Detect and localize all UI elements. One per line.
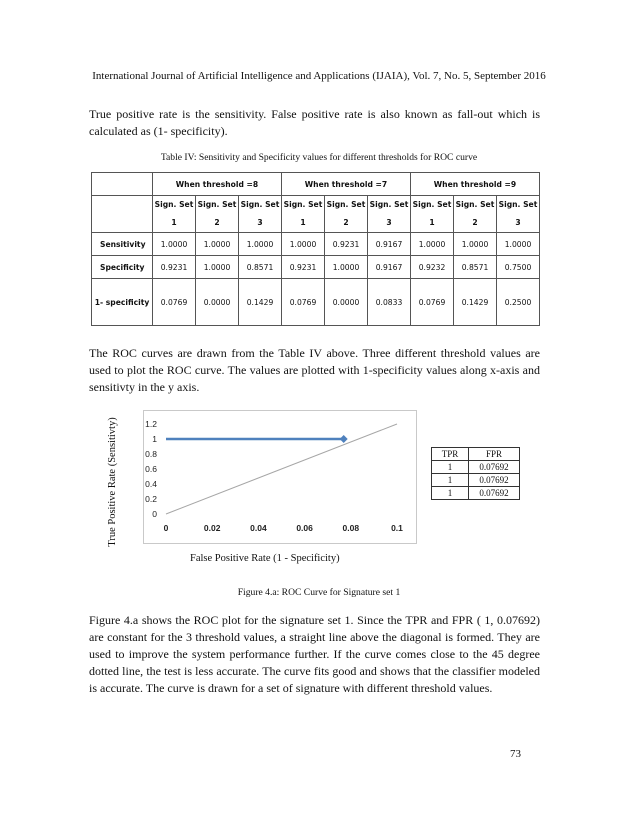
roc-chart: [143, 410, 417, 544]
table-cell: 0.9232: [411, 256, 454, 279]
x-tick-label: 0.02: [203, 523, 221, 533]
paragraph-roc-intro: The ROC curves are drawn from the Table IV above. Three different threshold values are used to plot the ROC curve. The values are plotted with 1-specificity values along x-axis and sensitivty in the y axis.: [89, 346, 540, 394]
table-corner: [92, 173, 153, 196]
y-tick-label: 0.6: [145, 464, 157, 474]
page-number: 73: [510, 748, 521, 760]
set-header: Sign. Set 1: [282, 196, 325, 233]
table-row: [432, 474, 520, 487]
table-row: [432, 461, 520, 474]
x-tick-label: 0.1: [391, 523, 403, 533]
table-cell: 1: [432, 461, 469, 474]
row-label: 1- specificity: [92, 279, 153, 326]
set-header: Sign. Set 1: [411, 196, 454, 233]
table-cell: 0.9231: [153, 256, 196, 279]
threshold-header: When threshold =9: [411, 173, 540, 196]
table-cell: 0.9231: [325, 233, 368, 256]
table-cell: 0.9231: [282, 256, 325, 279]
threshold-header: When threshold =7: [282, 173, 411, 196]
row-label: Specificity: [92, 256, 153, 279]
x-tick-label: 0.04: [250, 523, 267, 533]
journal-header: International Journal of Artificial Intelligence and Applications (IJAIA), Vol. 7, No. 5, September 2016: [92, 70, 546, 82]
paragraph-intro: True positive rate is the sensitivity. False positive rate is also known as fall-out which is calculated as (1- specificity).: [89, 107, 540, 138]
table-cell: 0.07692: [469, 487, 520, 500]
y-tick-label: 1.2: [145, 419, 157, 429]
table-cell: 0.07692: [469, 461, 520, 474]
table-cell: 0.7500: [497, 256, 540, 279]
set-header: Sign. Set 2: [454, 196, 497, 233]
x-tick-label: 0: [163, 523, 169, 533]
x-tick-label: 0.08: [342, 523, 360, 533]
svg-text:True Positive Rate (Sensitivty: True Positive Rate (Sensitivty): [107, 417, 118, 547]
paragraph-discussion: Figure 4.a shows the ROC plot for the signature set 1. Since the TPR and FPR ( 1, 0.07692) are constant for the 3 threshold values, a straight line above the diagonal is formed. They are used to improve the system performance further. If the curve comes close to the 45 degree dotted line, the test is less accurate. The curve fits good and shows that the classifier modeled is accurate. The curve is drawn for a set of signature with different threshold values.: [89, 613, 540, 695]
table-cell: 0.07692: [469, 474, 520, 487]
x-tick-label: 0.06: [296, 523, 313, 533]
table-caption: Table IV: Sensitivity and Specificity values for different thresholds for ROC curve: [160, 152, 478, 163]
diagonal-reference-line: [166, 424, 397, 514]
table-cell: 1.0000: [153, 233, 196, 256]
y-tick-label: 0.4: [145, 479, 157, 489]
y-tick-label: 0: [152, 509, 157, 519]
table-row: [92, 233, 540, 256]
table-cell: 1.0000: [239, 233, 282, 256]
table-cell: 0.0769: [282, 279, 325, 326]
tpr-header: TPR: [432, 448, 469, 461]
roc-chart-svg: [144, 411, 416, 543]
table-cell: 1.0000: [282, 233, 325, 256]
y-axis-label: [99, 400, 123, 565]
table-cell: 0.0000: [196, 279, 239, 326]
table-row: [92, 256, 540, 279]
table-cell: 1.0000: [497, 233, 540, 256]
set-header: Sign. Set 3: [368, 196, 411, 233]
y-tick-label: 0.2: [145, 494, 157, 504]
set-header: Sign. Set 1: [153, 196, 196, 233]
row-label: Sensitivity: [92, 233, 153, 256]
table-cell: 0.9167: [368, 256, 411, 279]
set-header: Sign. Set 3: [497, 196, 540, 233]
table-cell: 1.0000: [196, 256, 239, 279]
fpr-header: FPR: [469, 448, 520, 461]
data-point-marker: [340, 435, 348, 443]
x-axis-label: False Positive Rate (1 - Specificity): [190, 553, 340, 564]
table-cell: 0.1429: [454, 279, 497, 326]
table-row: [432, 487, 520, 500]
table-cell: 0.8571: [454, 256, 497, 279]
table-cell: 0.2500: [497, 279, 540, 326]
set-header: Sign. Set 2: [196, 196, 239, 233]
set-header: Sign. Set 2: [325, 196, 368, 233]
table-corner: [92, 196, 153, 233]
table-cell: 1.0000: [454, 233, 497, 256]
table-row: [92, 279, 540, 326]
set-header: Sign. Set 3: [239, 196, 282, 233]
table-cell: 0.9167: [368, 233, 411, 256]
table-cell: 0.0769: [411, 279, 454, 326]
table-cell: 1: [432, 487, 469, 500]
table-cell: 1.0000: [325, 256, 368, 279]
table-cell: 1.0000: [411, 233, 454, 256]
table-cell: 0.0000: [325, 279, 368, 326]
table-cell: 1.0000: [196, 233, 239, 256]
sensitivity-table: [91, 172, 540, 326]
threshold-header: When threshold =8: [153, 173, 282, 196]
table-cell: 0.0769: [153, 279, 196, 326]
table-cell: 0.8571: [239, 256, 282, 279]
table-cell: 0.1429: [239, 279, 282, 326]
tpr-fpr-table: [431, 447, 520, 500]
table-cell: 1: [432, 474, 469, 487]
figure-caption: Figure 4.a: ROC Curve for Signature set 1: [237, 587, 401, 598]
table-cell: 0.0833: [368, 279, 411, 326]
y-tick-label: 1: [152, 434, 157, 444]
y-tick-label: 0.8: [145, 449, 157, 459]
